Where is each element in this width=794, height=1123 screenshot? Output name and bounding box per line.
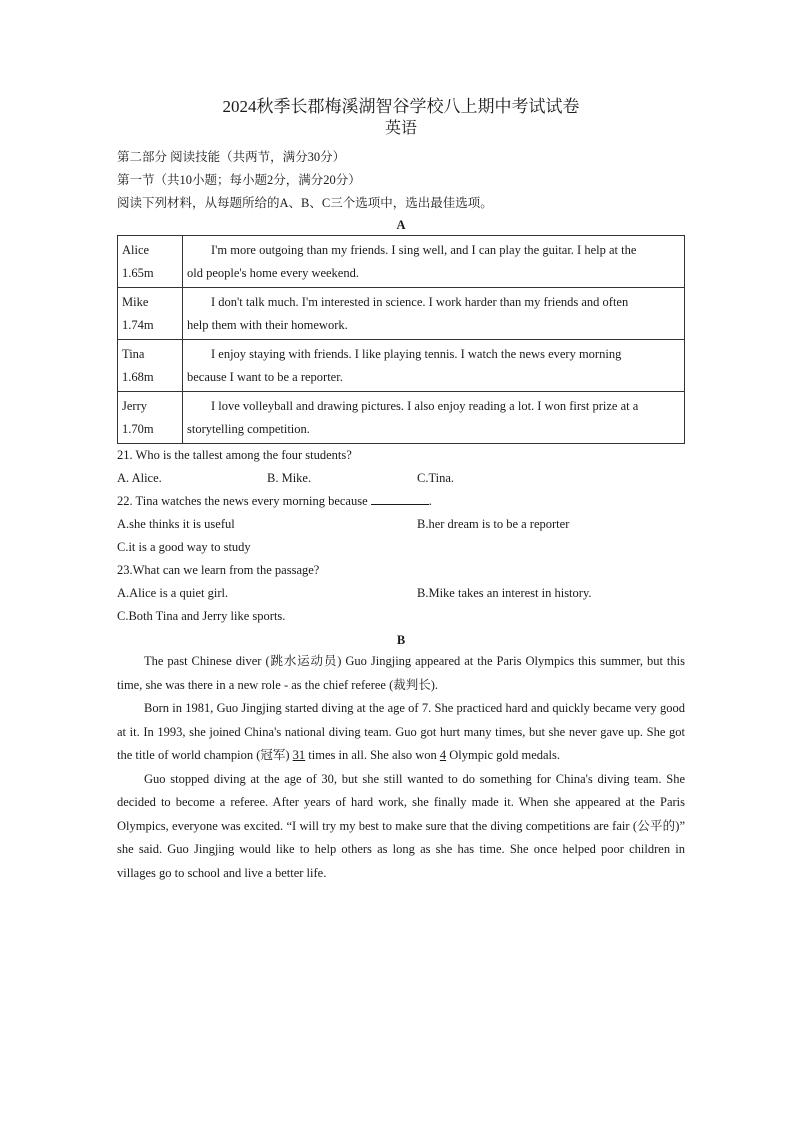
table-row [118, 236, 685, 288]
student-name: Mike [122, 295, 149, 309]
question-21 [117, 444, 685, 490]
passage-a-label: A [396, 218, 406, 232]
exam-subject: 英语 [384, 120, 417, 137]
student-cell [118, 288, 183, 340]
student-cell [118, 340, 183, 392]
exam-page [117, 96, 685, 885]
question-stem [117, 490, 685, 513]
description-line: storytelling competition. [187, 422, 310, 436]
option-a: A.she thinks it is useful [117, 517, 235, 531]
description-line: I love volleyball and drawing pictures. I also enjoy reading a lot. I won first prize at a [211, 399, 639, 413]
student-description [183, 288, 685, 340]
passage-b-label: B [396, 633, 406, 647]
part-heading: 第二部分 阅读技能（共两节，满分30分） [117, 150, 346, 164]
option-a: A. Alice. [117, 471, 162, 485]
student-description [183, 340, 685, 392]
description-line: old people's home every weekend. [187, 266, 359, 280]
paragraph-text: Olympic gold medals. [446, 748, 560, 762]
table-row [118, 288, 685, 340]
paragraph-text: times in all. She also won [305, 748, 440, 762]
question-stem: 23.What can we learn from the passage? [117, 563, 320, 577]
option-c: C.it is a good way to study [117, 540, 251, 554]
answer-blank [371, 492, 429, 505]
directions: 阅读下列材料，从每题所给的A、B、C三个选项中，选出最佳选项。 [117, 196, 493, 210]
student-name: Tina [122, 347, 145, 361]
student-height: 1.74m [122, 318, 154, 332]
table-row [118, 392, 685, 444]
option-b: B. Mike. [267, 471, 312, 485]
question-23 [117, 559, 685, 628]
passage-b-paragraph-1: The past Chinese diver (跳水运动员) Guo Jingjing appeared at the Paris Olympics this summer, but this time, she was there in a new role - as the chief referee (裁判长). [117, 654, 685, 692]
description-line: because I want to be a reporter. [187, 370, 343, 384]
student-description [183, 392, 685, 444]
student-height: 1.68m [122, 370, 154, 384]
question-22 [117, 490, 685, 559]
option-c: C.Tina. [417, 471, 455, 485]
table-row [118, 340, 685, 392]
student-cell [118, 236, 183, 288]
student-cell [118, 392, 183, 444]
description-line: I don't talk much. I'm interested in science. I work harder than my friends and often [211, 295, 629, 309]
description-line: I'm more outgoing than my friends. I sing well, and I can play the guitar. I help at the [211, 243, 637, 257]
option-b: B.Mike takes an interest in history. [417, 586, 592, 600]
champion-count: 31 [292, 748, 306, 762]
passage-b-paragraph-2 [117, 697, 685, 768]
student-description [183, 236, 685, 288]
exam-title: 2024秋季长郡梅溪湖智谷学校八上期中考试试卷 [222, 97, 580, 116]
student-name: Alice [122, 243, 150, 257]
section-heading: 第一节（共10小题；每小题2分，满分20分） [117, 173, 361, 187]
student-name: Jerry [122, 399, 147, 413]
option-a: A.Alice is a quiet girl. [117, 586, 229, 600]
student-height: 1.70m [122, 422, 154, 436]
student-height: 1.65m [122, 266, 154, 280]
description-line: I enjoy staying with friends. I like playing tennis. I watch the news every morning [211, 347, 622, 361]
passage-b-paragraph-3: Guo stopped diving at the age of 30, but she still wanted to do something for China's diving team. She decided to become a referee. After years of hard work, she finally made it. When she appeared at the Paris Olympics, everyone was excited. “I will try my best to make sure that the diving competitions are fair (公平的)” she said. Guo Jingjing would like to help others as long as she has time. She once helped poor children in villages go to school and live a better life. [117, 771, 685, 880]
medal-count: 4 [439, 748, 447, 762]
question-stem-end: . [428, 494, 432, 508]
question-stem-text: 22. Tina watches the news every morning because [117, 494, 371, 508]
paragraph-text: Born in 1981, Guo Jingjing started diving at the age of 7. She practiced hard and quickly became very good at it. In 1993, she joined China's national diving team. Guo got hurt many times, but she never gave up. She got the title of world champion (冠军) [117, 701, 685, 762]
question-stem: 21. Who is the tallest among the four students? [117, 448, 352, 462]
description-line: help them with their homework. [187, 318, 348, 332]
option-b: B.her dream is to be a reporter [417, 517, 570, 531]
option-c: C.Both Tina and Jerry like sports. [117, 609, 286, 623]
student-profiles-table [117, 235, 685, 444]
